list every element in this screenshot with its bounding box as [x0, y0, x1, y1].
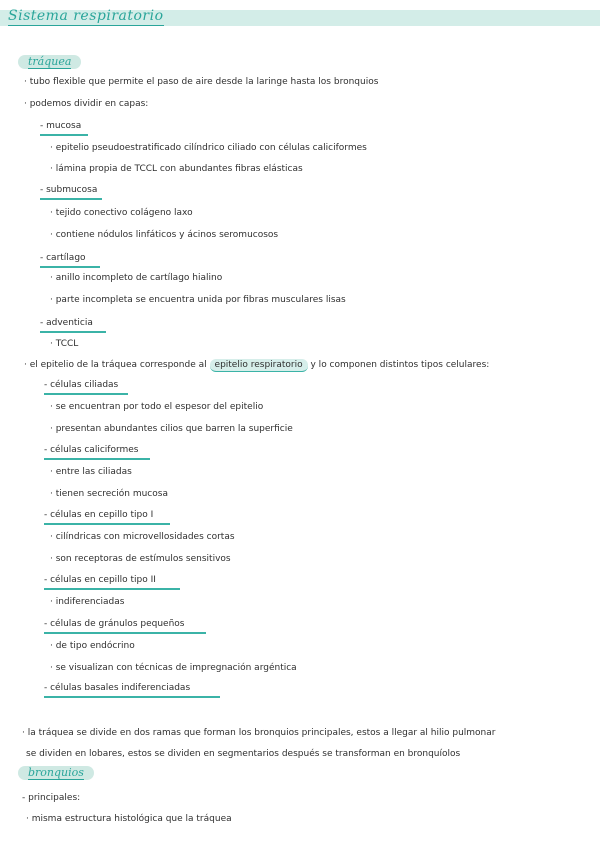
note-line: · TCCL [50, 339, 79, 349]
note-line: · entre las ciliadas [50, 467, 132, 477]
section-tag-bronquios [18, 766, 94, 780]
note-line: · son receptoras de estímulos sensitivos [50, 554, 231, 564]
note-line: · podemos dividir en capas: [24, 99, 149, 109]
note-line: · se encuentran por todo el espesor del epitelio [50, 402, 264, 412]
note-text: y lo componen distintos tipos celulares: [310, 360, 490, 370]
subheading-celulas-granulos: - células de gránulos pequeños [44, 618, 206, 634]
subheading-celulas-caliciformes: - células caliciformes [44, 444, 150, 460]
note-line: · contiene nódulos linfáticos y ácinos seromucosos [50, 230, 279, 240]
note-line-epitelio [24, 359, 489, 372]
note-line: · cilíndricas con microvellosidades cortas [50, 532, 235, 542]
subheading-celulas-cepillo-2: - células en cepillo tipo II [44, 574, 180, 590]
subheading-celulas-ciliadas: - células ciliadas [44, 379, 128, 395]
note-line: · presentan abundantes cilios que barren la superficie [50, 424, 293, 434]
subheading-cartilago: - cartílago [40, 252, 100, 268]
note-line: · tienen secreción mucosa [50, 489, 168, 499]
note-line: · tubo flexible que permite el paso de aire desde la laringe hasta los bronquios [24, 77, 379, 87]
note-line: · anillo incompleto de cartílago hialino [50, 273, 223, 283]
subheading-mucosa: - mucosa [40, 120, 88, 136]
page-title: Sistema respiratorio [8, 8, 164, 24]
section-title-bronquios: bronquios [28, 766, 84, 779]
section-tag-traquea [18, 55, 81, 69]
section-title-traquea: tráquea [28, 55, 72, 68]
note-line: · misma estructura histológica que la tráquea [26, 814, 232, 824]
subheading-adventicia: - adventicia [40, 317, 106, 333]
note-line: · tejido conectivo colágeno laxo [50, 208, 193, 218]
note-line: se dividen en lobares, estos se dividen en segmentarios después se transforman en bronquíolos [26, 749, 461, 759]
subheading-celulas-cepillo-1: - células en cepillo tipo I [44, 509, 170, 525]
note-line: · parte incompleta se encuentra unida por fibras musculares lisas [50, 295, 346, 305]
highlight-epitelio-respiratorio: epitelio respiratorio [210, 359, 308, 372]
note-line: · indiferenciadas [50, 597, 125, 607]
note-line: · epitelio pseudoestratificado cilíndrico ciliado con células caliciformes [50, 143, 367, 153]
note-line: · lámina propia de TCCL con abundantes fibras elásticas [50, 164, 303, 174]
subheading-celulas-basales: - células basales indiferenciadas [44, 682, 220, 698]
subheading-submucosa: - submucosa [40, 184, 102, 200]
note-line: · de tipo endócrino [50, 641, 135, 651]
note-line: · la tráquea se divide en dos ramas que forman los bronquios principales, estos a llegar al hilio pulmonar [22, 728, 496, 738]
note-text: · el epitelio de la tráquea corresponde al [24, 360, 207, 370]
note-line: · se visualizan con técnicas de impregnación argéntica [50, 663, 297, 673]
note-line: - principales: [22, 793, 81, 803]
